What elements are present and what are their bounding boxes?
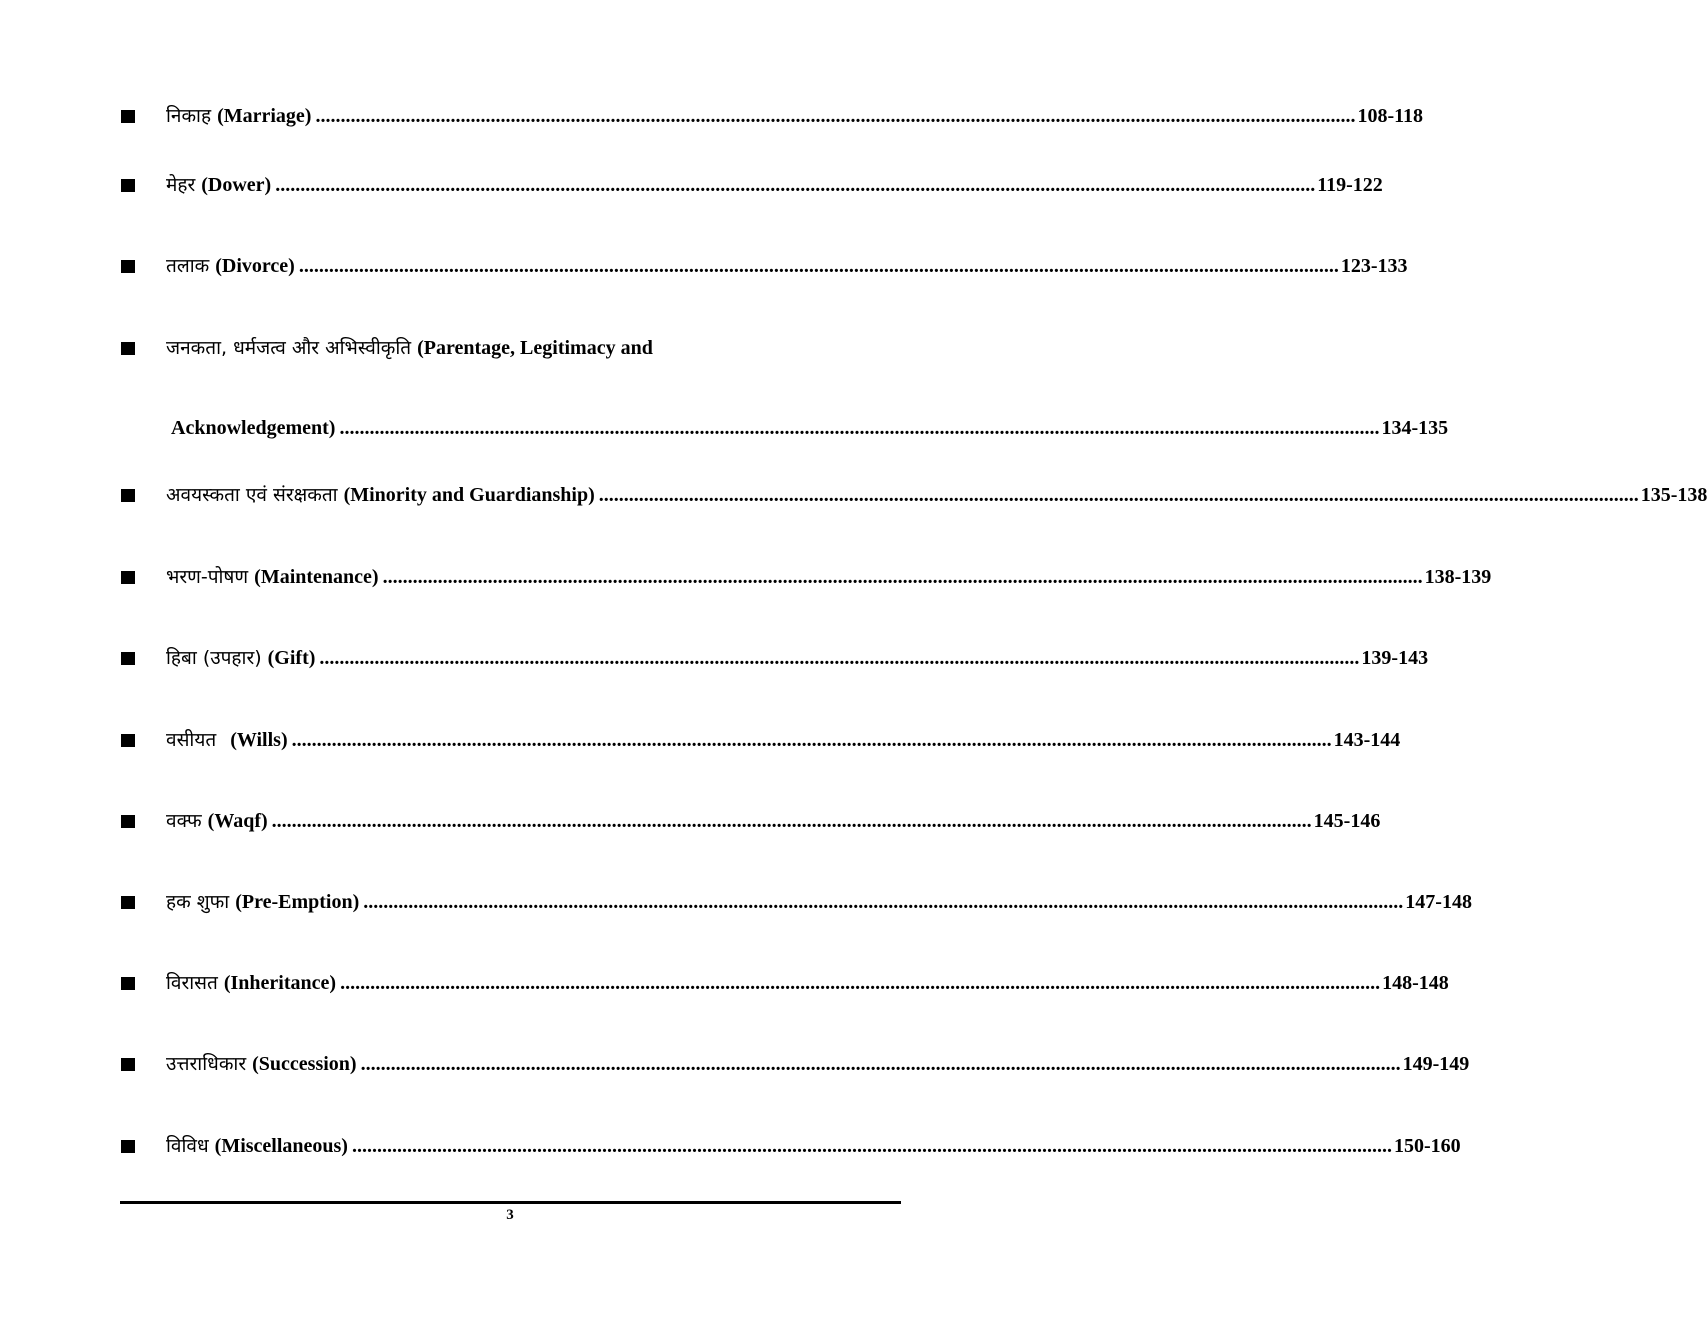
entry-page-range: 134-135 bbox=[1381, 417, 1449, 439]
square-bullet-icon bbox=[121, 179, 135, 192]
entry-hindi-title: जनकता, धर्मजत्व और अभिस्वीकृति bbox=[166, 337, 412, 359]
entry-page-range: 123-133 bbox=[1340, 255, 1408, 277]
entry-english-title-continuation: Acknowledgement) bbox=[171, 417, 336, 439]
square-bullet-icon bbox=[121, 896, 135, 909]
dot-leader: ................................................................................................................................................................................................................ bbox=[271, 810, 1312, 832]
dot-leader: ................................................................................................................................................................................................................ bbox=[363, 891, 1404, 913]
page-number: 3 bbox=[506, 1207, 514, 1223]
dot-leader: ................................................................................................................................................................................................................ bbox=[340, 972, 1381, 994]
toc-entry-maintenance bbox=[0, 562, 1492, 592]
entry-english-title: (Waqf) bbox=[207, 810, 268, 832]
dot-leader: ................................................................................................................................................................................................................ bbox=[598, 484, 1639, 506]
square-bullet-icon bbox=[121, 260, 135, 273]
entry-english-title: (Dower) bbox=[201, 174, 272, 196]
dot-leader: ................................................................................................................................................................................................................ bbox=[275, 174, 1316, 196]
entry-hindi-title: उत्तराधिकार bbox=[166, 1053, 247, 1075]
dot-leader: ................................................................................................................................................................................................................ bbox=[298, 255, 1339, 277]
entry-hindi-title: निकाह bbox=[166, 105, 212, 127]
dot-leader: ................................................................................................................................................................................................................ bbox=[315, 105, 1356, 127]
toc-entry-pre-emption bbox=[0, 887, 1472, 917]
entry-hindi-title: वसीयत bbox=[166, 729, 217, 751]
entry-hindi-title: विरासत bbox=[166, 972, 218, 994]
toc-entry-parentage-continuation bbox=[0, 413, 1449, 443]
toc-entry-parentage bbox=[0, 333, 1020, 363]
square-bullet-icon bbox=[121, 652, 135, 665]
entry-page-range: 135-138 bbox=[1640, 484, 1707, 506]
square-bullet-icon bbox=[121, 977, 135, 990]
toc-entry-minority-guardianship bbox=[0, 480, 1707, 510]
entry-english-title: (Marriage) bbox=[217, 105, 312, 127]
entry-english-title: (Parentage, Legitimacy and bbox=[417, 337, 653, 359]
square-bullet-icon bbox=[121, 815, 135, 828]
square-bullet-icon bbox=[121, 571, 135, 584]
entry-english-title: (Gift) bbox=[267, 647, 316, 669]
entry-page-range: 148-148 bbox=[1382, 972, 1449, 994]
entry-hindi-title: हिबा (उपहार) bbox=[166, 647, 262, 669]
dot-leader: ................................................................................................................................................................................................................ bbox=[339, 417, 1380, 439]
toc-entry-miscellaneous bbox=[0, 1131, 1461, 1161]
entry-page-range: 108-118 bbox=[1357, 105, 1424, 127]
dot-leader: ................................................................................................................................................................................................................ bbox=[351, 1135, 1392, 1157]
toc-entry-dower bbox=[0, 170, 1383, 200]
entry-hindi-title: हक शुफा bbox=[166, 891, 230, 913]
square-bullet-icon bbox=[121, 734, 135, 747]
entry-english-title: (Inheritance) bbox=[223, 972, 337, 994]
toc-entry-wills bbox=[0, 725, 1401, 755]
square-bullet-icon bbox=[121, 1058, 135, 1071]
entry-page-range: 138-139 bbox=[1424, 566, 1492, 588]
toc-entry-succession bbox=[0, 1049, 1470, 1079]
entry-page-range: 149-149 bbox=[1402, 1053, 1470, 1075]
entry-page-range: 143-144 bbox=[1333, 729, 1401, 751]
entry-english-title: (Maintenance) bbox=[254, 566, 379, 588]
entry-hindi-title: भरण-पोषण bbox=[166, 566, 249, 588]
toc-entry-gift bbox=[0, 643, 1429, 673]
entry-english-title: (Pre-Emption) bbox=[235, 891, 360, 913]
entry-hindi-title: विविध bbox=[166, 1135, 209, 1157]
dot-leader: ................................................................................................................................................................................................................ bbox=[382, 566, 1423, 588]
toc-entry-waqf bbox=[0, 806, 1381, 836]
square-bullet-icon bbox=[121, 1140, 135, 1153]
dot-leader: ................................................................................................................................................................................................................ bbox=[360, 1053, 1401, 1075]
entry-page-range: 139-143 bbox=[1361, 647, 1429, 669]
dot-leader: ................................................................................................................................................................................................................ bbox=[291, 729, 1332, 751]
dot-leader: ................................................................................................................................................................................................................ bbox=[319, 647, 1360, 669]
entry-hindi-title: मेहर bbox=[166, 174, 196, 196]
toc-entry-marriage bbox=[0, 101, 1424, 131]
entry-english-title: (Minority and Guardianship) bbox=[343, 484, 595, 506]
entry-page-range: 147-148 bbox=[1405, 891, 1472, 913]
entry-hindi-title: वक्फ bbox=[166, 810, 202, 832]
entry-page-range: 145-146 bbox=[1313, 810, 1381, 832]
entry-english-title: (Succession) bbox=[252, 1053, 357, 1075]
toc-entry-divorce bbox=[0, 251, 1408, 281]
entry-page-range: 119-122 bbox=[1317, 174, 1383, 196]
square-bullet-icon bbox=[121, 110, 135, 123]
entry-page-range: 150-160 bbox=[1393, 1135, 1461, 1157]
entry-hindi-title: अवयस्कता एवं संरक्षकता bbox=[166, 484, 338, 506]
entry-english-title: (Miscellaneous) bbox=[214, 1135, 348, 1157]
entry-english-title: (Divorce) bbox=[215, 255, 295, 277]
entry-hindi-title: तलाक bbox=[166, 255, 210, 277]
toc-entry-inheritance bbox=[0, 968, 1449, 998]
footer-rule bbox=[120, 1201, 901, 1204]
square-bullet-icon bbox=[121, 489, 135, 502]
entry-english-title: (Wills) bbox=[230, 729, 288, 751]
square-bullet-icon bbox=[121, 342, 135, 355]
